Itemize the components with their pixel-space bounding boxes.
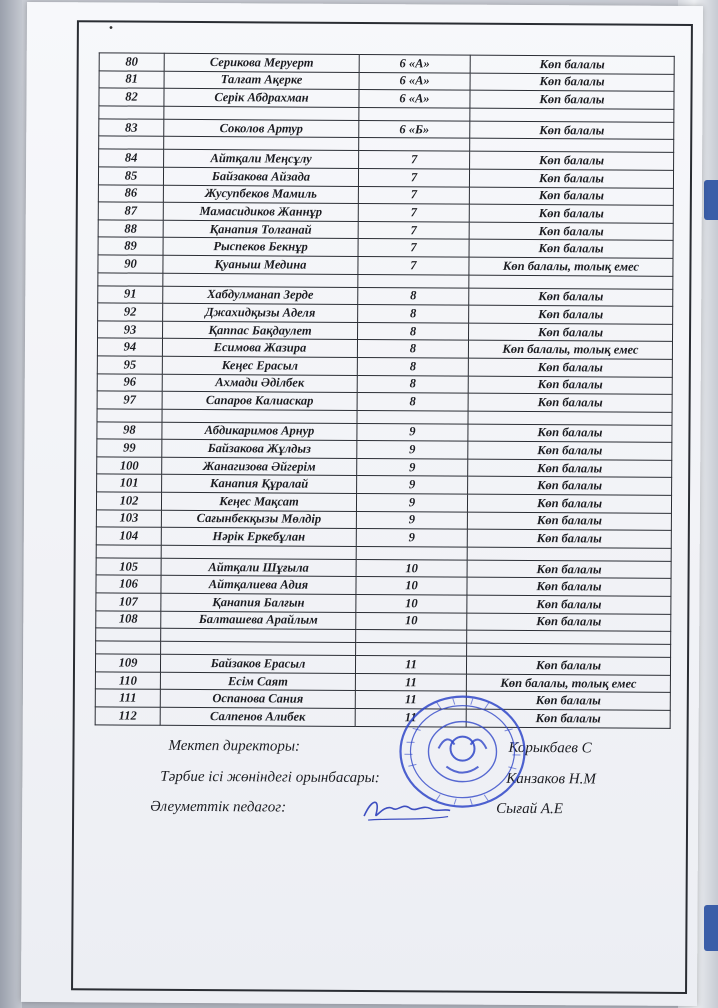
student-name: Байзаков Ерасыл [160, 654, 355, 673]
student-name: Серикова Меруерт [164, 53, 359, 72]
student-name: Кеңес Мақсат [161, 492, 356, 511]
family-status: Көп балалы [469, 239, 673, 258]
row-number: 83 [99, 119, 164, 137]
student-name: Қанапия Толғанай [163, 220, 358, 239]
row-number: 94 [97, 338, 162, 356]
row-number: 95 [97, 356, 162, 374]
class-grade: 7 [358, 186, 469, 204]
family-status: Көп балалы [469, 288, 673, 307]
empty-cell [96, 628, 161, 641]
family-status: Көп балалы [469, 187, 673, 206]
student-name: Айтқали Шұғыла [161, 558, 356, 577]
student-name: Серік Абдрахман [164, 88, 359, 107]
official-stamp-seal [396, 692, 529, 811]
row-number: 92 [98, 303, 163, 321]
row-number: 100 [97, 457, 162, 475]
class-grade: 6 «А» [359, 54, 470, 72]
student-name: Сапаров Калиаскар [162, 391, 357, 410]
empty-cell [359, 138, 470, 152]
empty-cell [97, 409, 162, 422]
empty-cell [162, 409, 357, 423]
row-number: 89 [98, 237, 163, 255]
family-status: Көп балалы [469, 323, 673, 342]
document-page [21, 2, 703, 1006]
row-number: 109 [95, 654, 160, 672]
row-number: 87 [98, 202, 163, 220]
empty-cell [357, 410, 468, 424]
student-name: Есім Саят [160, 672, 355, 691]
student-name: Байзакова Жұлдыз [162, 440, 357, 459]
family-status: Көп балалы [468, 358, 672, 377]
class-grade: 9 [356, 494, 467, 512]
empty-cell [470, 139, 674, 153]
family-status: Көп балалы [468, 477, 672, 496]
staple-mark: • [108, 20, 114, 35]
class-grade: 7 [358, 168, 469, 186]
row-number: 107 [96, 593, 161, 611]
row-number: 106 [96, 575, 161, 593]
empty-cell [161, 641, 356, 655]
empty-cell [356, 546, 467, 560]
empty-cell [96, 641, 161, 654]
family-status: Көп балалы [469, 169, 673, 188]
class-grade: 8 [358, 287, 469, 305]
row-number: 112 [95, 707, 160, 725]
class-grade: 9 [357, 441, 468, 459]
row-number: 98 [97, 422, 162, 440]
empty-cell [467, 630, 671, 644]
class-grade: 8 [357, 357, 468, 375]
family-status: Көп балалы [467, 613, 671, 632]
class-grade: 10 [356, 577, 467, 595]
student-name: Канапия Құралай [162, 475, 357, 494]
pedagog-role: Әлеуметтік педагог: [150, 798, 287, 816]
student-name: Нәрік Еркебұлан [161, 528, 356, 547]
empty-cell [356, 643, 467, 657]
director-role: Мектеп директоры: [168, 737, 301, 755]
family-status: Көп балалы [466, 709, 670, 728]
class-grade: 7 [358, 204, 469, 222]
class-grade: 7 [359, 151, 470, 169]
class-grade: 10 [356, 559, 467, 577]
empty-cell [161, 545, 356, 559]
family-status: Көп балалы, толық емес [469, 257, 673, 276]
row-number: 93 [98, 321, 163, 339]
row-number: 81 [99, 70, 164, 88]
row-number: 88 [98, 220, 163, 238]
student-name: Қанапия Балғын [161, 593, 356, 612]
class-grade: 11 [355, 691, 466, 709]
class-grade: 9 [356, 529, 467, 547]
empty-cell [164, 137, 359, 151]
student-name: Сағынбекқызы Мөлдір [161, 510, 356, 529]
row-number: 104 [96, 527, 161, 545]
student-name: Балташева Арайлым [161, 611, 356, 630]
class-grade: 7 [358, 221, 469, 239]
family-status: Көп балалы, толық емес [468, 340, 672, 359]
student-name: Соколов Артур [164, 119, 359, 138]
family-status: Көп балалы, толық емес [466, 674, 670, 693]
family-status: Көп балалы [467, 595, 671, 614]
family-status: Көп балалы [468, 459, 672, 478]
student-name: Қуаныш Медина [163, 255, 358, 274]
student-name: Есимова Жазира [162, 339, 357, 358]
empty-cell [96, 545, 161, 558]
family-status: Көп балалы [470, 90, 674, 109]
class-grade: 10 [356, 594, 467, 612]
empty-cell [99, 136, 164, 149]
family-status: Көп балалы [467, 512, 671, 531]
class-grade: 8 [357, 340, 468, 358]
class-grade: 9 [357, 458, 468, 476]
family-status: Көп балалы [467, 529, 671, 548]
family-status: Көп балалы [467, 578, 671, 597]
student-name: Абдикаримов Арнур [162, 422, 357, 441]
class-grade: 7 [358, 256, 469, 274]
row-number: 105 [96, 558, 161, 576]
class-grade: 9 [357, 423, 468, 441]
row-number: 108 [96, 611, 161, 629]
class-grade: 11 [355, 708, 466, 726]
row-number: 96 [97, 373, 162, 391]
binder-tab [704, 180, 718, 220]
class-grade: 7 [358, 239, 469, 257]
student-name: Кеңес Ерасыл [162, 356, 357, 375]
row-number: 82 [99, 88, 164, 106]
empty-cell [467, 643, 671, 657]
student-name: Жанагизова Әйгерім [162, 457, 357, 476]
family-status: Көп балалы [468, 424, 672, 443]
family-status: Көп балалы [468, 441, 672, 460]
student-name: Қаппас Бақдаулет [163, 321, 358, 340]
empty-cell [358, 274, 469, 288]
empty-cell [98, 272, 163, 285]
class-grade: 8 [357, 375, 468, 393]
empty-cell [356, 630, 467, 644]
family-status: Көп балалы [469, 204, 673, 223]
empty-cell [470, 108, 674, 122]
table-row [95, 707, 670, 728]
row-number: 97 [97, 391, 162, 409]
class-grade: 6 «Б» [359, 120, 470, 138]
family-status: Көп балалы [467, 494, 671, 513]
row-number: 86 [98, 184, 163, 202]
family-status: Көп балалы [466, 656, 670, 675]
family-status: Көп балалы [470, 152, 674, 171]
student-name: Хабдулманап Зерде [163, 286, 358, 305]
class-grade: 11 [355, 673, 466, 691]
student-name: Мамасидиков Жаннұр [163, 202, 358, 221]
family-status: Көп балалы [468, 376, 672, 395]
family-status: Көп балалы [469, 305, 673, 324]
student-name: Талғат Ақерке [164, 71, 359, 90]
family-status: Көп балалы [466, 692, 670, 711]
pedagog-name: Сығай А.Е [496, 800, 564, 818]
class-grade: 9 [356, 511, 467, 529]
student-name: Айтқалиева Адия [161, 576, 356, 595]
row-number: 103 [96, 510, 161, 528]
class-grade: 9 [357, 476, 468, 494]
row-number: 91 [98, 285, 163, 303]
empty-cell [163, 273, 358, 287]
student-name: Айтқали Меңсұлу [164, 150, 359, 169]
row-number: 85 [98, 167, 163, 185]
row-number: 102 [96, 492, 161, 510]
family-status: Көп балалы [470, 121, 674, 140]
empty-cell [468, 411, 672, 425]
row-number: 101 [97, 474, 162, 492]
row-number: 111 [95, 689, 160, 707]
class-grade: 8 [358, 322, 469, 340]
row-number: 80 [99, 53, 164, 71]
class-grade: 8 [358, 305, 469, 323]
binder-tab [704, 905, 718, 951]
student-name: Рыспеков Бекнұр [163, 238, 358, 257]
class-grade: 10 [356, 612, 467, 630]
student-name: Оспанова Сания [160, 690, 355, 709]
director-name: Корыкбаев С [508, 739, 592, 757]
student-name: Джахидқызы Аделя [163, 303, 358, 322]
deputy-role: Тәрбие ісі жөніндегі орынбасары: [160, 768, 380, 787]
student-name: Ахмади Әділбек [162, 374, 357, 393]
empty-cell [469, 275, 673, 289]
student-table [95, 52, 675, 728]
row-number: 99 [97, 439, 162, 457]
deputy-name: Канзаков Н.М [506, 770, 596, 788]
row-number: 84 [99, 149, 164, 167]
class-grade: 6 «А» [359, 90, 470, 108]
empty-cell [99, 106, 164, 119]
empty-cell [161, 628, 356, 642]
handwritten-signature [362, 794, 452, 825]
row-number: 110 [95, 672, 160, 690]
desk-left-edge [0, 0, 22, 1008]
class-grade: 11 [355, 656, 466, 674]
class-grade: 8 [357, 393, 468, 411]
class-grade: 6 «А» [359, 72, 470, 90]
family-status: Көп балалы [468, 393, 672, 412]
empty-cell [467, 547, 671, 561]
family-status: Көп балалы [470, 73, 674, 92]
empty-cell [359, 107, 470, 121]
family-status: Көп балалы [470, 55, 674, 74]
family-status: Көп балалы [467, 560, 671, 579]
row-number: 90 [98, 255, 163, 273]
student-name: Салпенов Алибек [160, 707, 355, 726]
empty-cell [164, 106, 359, 120]
student-name: Жусупбеков Мамиль [163, 185, 358, 204]
student-name: Байзакова Айзада [163, 167, 358, 186]
family-status: Көп балалы [469, 222, 673, 241]
